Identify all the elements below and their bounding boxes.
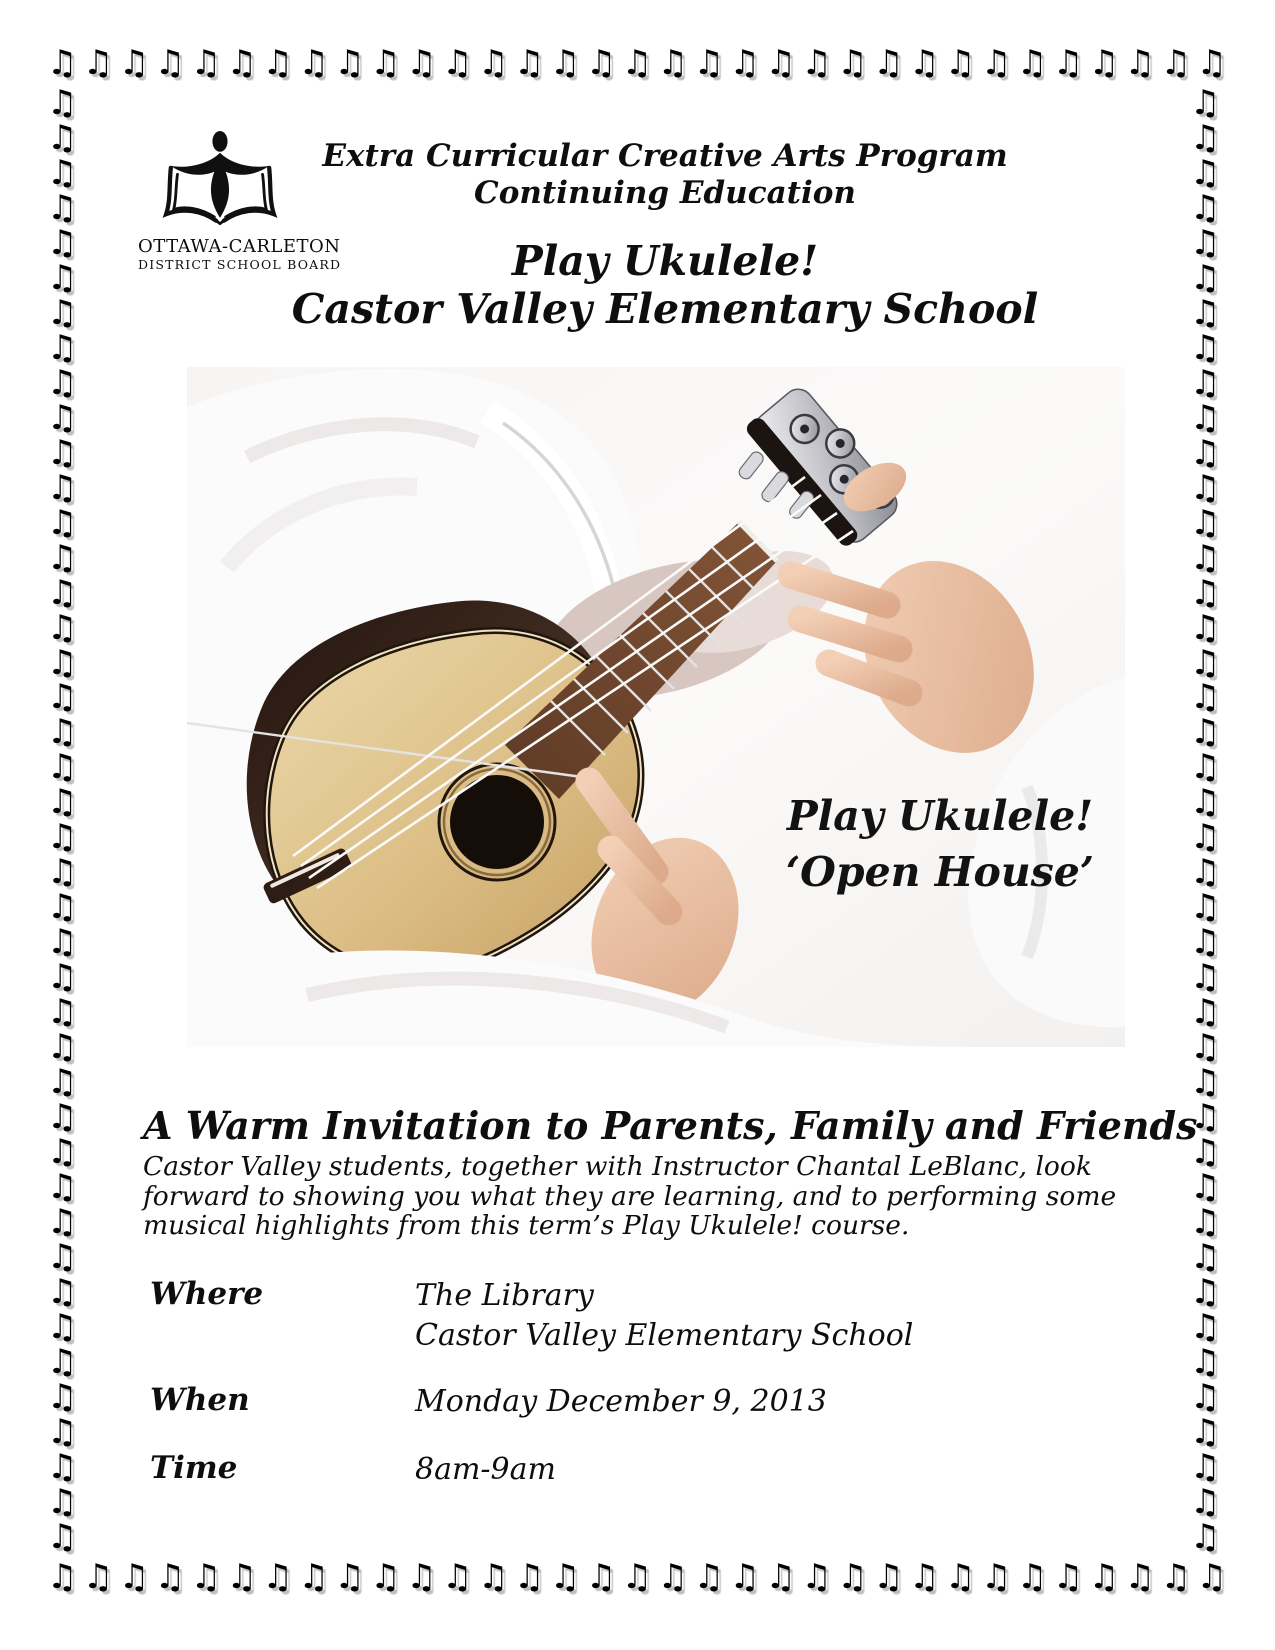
invitation-body: Castor Valley students, together with Instructor Chantal LeBlanc, look forward to showing you what they are learning, and to performing some musical highlights from this term’s Play Ukulele! course. [143,1151,1117,1241]
music-note-icon: ♫ [47,1557,78,1597]
music-note-icon: ♫ [1088,1557,1120,1597]
music-note-icon: ♫ [47,677,78,718]
music-note-icon: ♫ [1190,747,1221,788]
music-note-icon: ♫ [82,1557,114,1597]
music-note-icon: ♫ [47,1271,78,1312]
music-note-icon: ♫ [585,43,617,83]
music-note-icon: ♫ [1190,1341,1221,1382]
ukulele-photo-image [187,367,1125,1047]
music-note-icon: ♫ [1190,782,1221,823]
where-value [415,1276,913,1356]
music-note-icon: ♫ [621,43,653,83]
music-note-icon: ♫ [837,1557,868,1597]
music-note-icon: ♫ [729,1557,760,1597]
music-note-icon: ♫ [226,1557,258,1597]
music-note-icon: ♫ [1190,1271,1221,1312]
music-note-icon: ♫ [1052,43,1084,83]
music-note-icon: ♫ [47,292,78,333]
music-note-icon: ♫ [154,1557,186,1597]
title-line-2: Castor Valley Elementary School [291,285,1039,333]
music-note-icon: ♫ [370,43,401,83]
music-note-icon: ♫ [1190,432,1221,473]
border-right-col [1190,83,1221,1557]
music-note-icon: ♫ [693,43,725,83]
music-note-icon: ♫ [1190,887,1221,928]
title-line-1: Play Ukulele! [511,237,819,285]
program-line-2: Continuing Education [474,175,856,211]
music-note-icon: ♫ [549,1557,581,1597]
music-note-icon: ♫ [47,1167,78,1208]
music-note-icon: ♫ [909,1557,940,1597]
music-note-icon: ♫ [47,1306,78,1347]
music-note-icon: ♫ [47,1516,78,1557]
music-note-icon: ♫ [47,642,78,683]
invitation-heading: A Warm Invitation to Parents, Family and Friends [143,1103,1198,1148]
music-note-icon: ♫ [1190,1411,1221,1452]
music-note-icon: ♫ [1190,607,1221,648]
music-note-icon: ♫ [190,1557,222,1597]
border-top-row [47,43,1227,83]
music-note-icon: ♫ [1190,1516,1221,1557]
music-note-icon: ♫ [47,712,78,753]
music-note-icon: ♫ [47,222,78,263]
music-note-icon: ♫ [729,43,760,83]
music-note-icon: ♫ [154,43,186,83]
music-note-icon: ♫ [47,572,78,613]
music-note-icon: ♫ [1190,852,1221,893]
music-note-icon: ♫ [1190,1062,1221,1103]
music-note-icon: ♫ [47,957,78,998]
music-note-icon: ♫ [47,152,78,193]
music-note-icon: ♫ [262,1557,294,1597]
music-note-icon: ♫ [47,1236,78,1277]
music-note-icon: ♫ [334,43,365,83]
music-note-icon: ♫ [1190,1236,1221,1277]
music-note-icon: ♫ [513,1557,545,1597]
music-note-icon: ♫ [980,1557,1012,1597]
music-note-icon: ♫ [765,43,796,83]
music-note-icon: ♫ [47,1376,78,1417]
music-note-icon: ♫ [1190,817,1221,858]
when-label: When [150,1382,250,1418]
music-note-icon: ♫ [1190,1097,1221,1138]
music-note-icon: ♫ [1190,957,1221,998]
music-note-icon: ♫ [190,43,222,83]
music-note-icon: ♫ [47,537,78,578]
music-note-icon: ♫ [1160,43,1192,83]
music-note-icon: ♫ [585,1557,617,1597]
music-note-icon: ♫ [873,1557,904,1597]
music-note-icon: ♫ [657,1557,689,1597]
music-note-icon: ♫ [1190,117,1221,158]
music-note-icon: ♫ [370,1557,401,1597]
music-note-icon: ♫ [1190,1027,1221,1068]
music-note-icon: ♫ [47,922,78,963]
ukulele-photo [187,367,1125,1047]
music-note-icon: ♫ [47,1481,78,1522]
music-note-icon: ♫ [1190,1167,1221,1208]
music-note-icon: ♫ [118,1557,150,1597]
music-note-icon: ♫ [47,117,78,158]
where-label: Where [150,1276,264,1312]
music-note-icon: ♫ [47,1027,78,1068]
music-note-icon: ♫ [262,43,294,83]
music-note-icon: ♫ [1190,1481,1221,1522]
music-note-icon: ♫ [1160,1557,1192,1597]
music-note-icon: ♫ [693,1557,725,1597]
music-note-icon: ♫ [1190,152,1221,193]
music-note-icon: ♫ [118,43,150,83]
music-note-icon: ♫ [1190,467,1221,508]
music-note-icon: ♫ [1190,1446,1221,1487]
open-book-reader-icon [153,130,287,234]
music-note-icon: ♫ [1196,1557,1227,1597]
music-note-icon: ♫ [47,187,78,228]
music-note-icon: ♫ [1190,537,1221,578]
music-note-icon: ♫ [226,43,258,83]
music-note-icon: ♫ [47,747,78,788]
music-note-icon: ♫ [1190,1202,1221,1242]
music-note-icon: ♫ [1124,1557,1156,1597]
music-note-icon: ♫ [1190,222,1221,263]
music-note-icon: ♫ [47,327,78,368]
music-note-icon: ♫ [1190,327,1221,368]
music-note-icon: ♫ [837,43,868,83]
music-note-icon: ♫ [1190,83,1221,123]
music-note-icon: ♫ [47,852,78,893]
photo-caption [780,788,1100,900]
music-note-icon: ♫ [1190,362,1221,403]
music-note-icon: ♫ [442,43,473,83]
music-note-icon: ♫ [47,502,78,543]
music-note-icon: ♫ [1190,677,1221,718]
music-note-icon: ♫ [1190,187,1221,228]
page-title [230,237,1100,333]
music-note-icon: ♫ [1016,43,1048,83]
photo-caption-line-2: ‘Open House’ [785,848,1095,896]
music-note-icon: ♫ [945,1557,976,1597]
music-note-icon: ♫ [442,1557,473,1597]
music-note-icon: ♫ [47,1446,78,1487]
music-note-icon: ♫ [513,43,545,83]
logo-org-subtitle: DISTRICT SCHOOL BOARD [138,257,342,272]
music-note-icon: ♫ [549,43,581,83]
music-note-icon: ♫ [47,257,78,298]
music-note-icon: ♫ [1196,43,1227,83]
music-note-icon: ♫ [334,1557,365,1597]
music-note-icon: ♫ [298,1557,329,1597]
music-note-icon: ♫ [47,362,78,403]
music-note-icon: ♫ [298,43,329,83]
music-note-icon: ♫ [47,992,78,1033]
music-note-icon: ♫ [47,817,78,858]
time-label: Time [150,1450,238,1486]
music-note-icon: ♫ [478,43,509,83]
music-note-icon: ♫ [47,83,78,123]
music-note-icon: ♫ [1190,502,1221,543]
music-note-icon: ♫ [1190,642,1221,683]
program-header [300,138,1030,212]
music-note-icon: ♫ [406,43,437,83]
music-note-icon: ♫ [1190,257,1221,298]
music-note-icon: ♫ [765,1557,796,1597]
when-value: Monday December 9, 2013 [415,1384,827,1419]
music-note-icon: ♫ [47,1062,78,1103]
music-note-icon: ♫ [47,1411,78,1452]
music-note-icon: ♫ [1088,43,1120,83]
music-note-icon: ♫ [406,1557,437,1597]
music-note-icon: ♫ [1190,292,1221,333]
music-note-icon: ♫ [801,43,832,83]
detail-row-time [150,1450,1050,1486]
music-note-icon: ♫ [82,43,114,83]
music-note-icon: ♫ [1190,1306,1221,1347]
music-note-icon: ♫ [1016,1557,1048,1597]
music-note-icon: ♫ [980,43,1012,83]
music-note-icon: ♫ [909,43,940,83]
music-note-icon: ♫ [478,1557,509,1597]
music-note-icon: ♫ [47,1097,78,1138]
music-note-icon: ♫ [1190,397,1221,438]
music-note-icon: ♫ [1190,1132,1221,1173]
music-note-icon: ♫ [1190,572,1221,613]
music-note-icon: ♫ [657,43,689,83]
detail-row-where [150,1276,1050,1353]
music-note-icon: ♫ [873,43,904,83]
border-bottom-row [47,1557,1227,1597]
music-note-icon: ♫ [801,1557,832,1597]
music-note-icon: ♫ [47,467,78,508]
music-note-icon: ♫ [47,397,78,438]
music-note-icon: ♫ [621,1557,653,1597]
time-value: 8am-9am [415,1452,556,1487]
music-note-icon: ♫ [47,607,78,648]
program-line-1: Extra Curricular Creative Arts Program [322,138,1008,174]
detail-row-when [150,1382,1050,1418]
photo-caption-line-1: Play Ukulele! [786,792,1094,840]
music-note-icon: ♫ [47,1132,78,1173]
logo-org-name: OTTAWA-CARLETON [138,236,341,257]
music-note-icon: ♫ [47,887,78,928]
music-note-icon: ♫ [1190,992,1221,1033]
where-value-line-2: Castor Valley Elementary School [415,1318,914,1353]
music-note-icon: ♫ [1124,43,1156,83]
music-note-icon: ♫ [47,1341,78,1382]
music-note-icon: ♫ [945,43,976,83]
music-note-icon: ♫ [1052,1557,1084,1597]
music-note-icon: ♫ [1190,712,1221,753]
music-note-icon: ♫ [47,782,78,823]
border-left-col [47,83,78,1557]
music-note-icon: ♫ [47,1202,78,1242]
music-note-icon: ♫ [47,432,78,473]
music-note-icon: ♫ [1190,922,1221,963]
music-note-icon: ♫ [1190,1376,1221,1417]
where-value-line-1: The Library [415,1278,594,1313]
music-note-icon: ♫ [47,43,78,83]
